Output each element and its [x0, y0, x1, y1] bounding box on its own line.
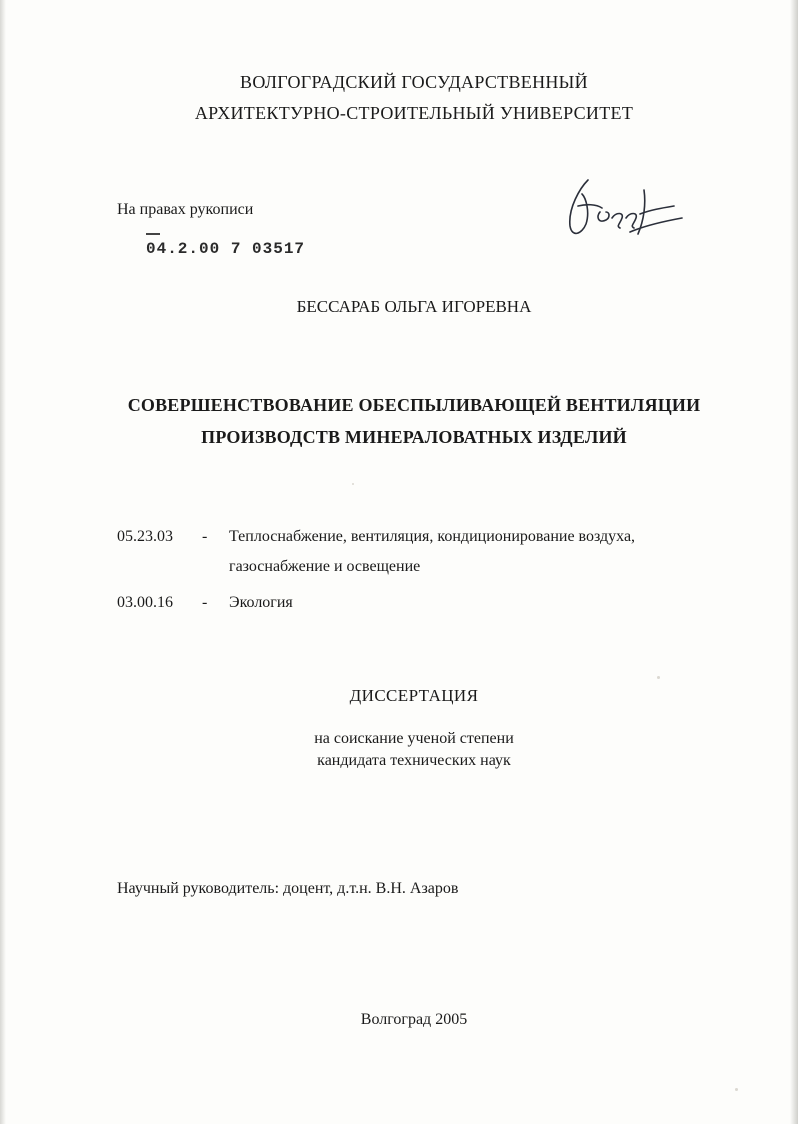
paper-speck	[657, 676, 660, 679]
city-year: Волгоград 2005	[360, 1011, 468, 1028]
specialty-dash: -	[202, 528, 208, 545]
specialty-code: 03.00.16	[117, 594, 173, 611]
dissertation-title-line-1: СОВЕРШЕНСТВОВАНИЕ ОБЕСПЫЛИВАЮЩЕЙ ВЕНТИЛЯЦИИ	[127, 395, 701, 415]
stamp-mark	[146, 233, 160, 235]
author-name: БЕССАРАБ ОЛЬГА ИГОРЕВНА	[296, 297, 532, 316]
specialty-name: Теплоснабжение, вентиляция, кондиционирование воздуха,	[229, 528, 636, 545]
signature-image	[560, 168, 690, 248]
degree-line-1: на соискание ученой степени	[314, 730, 514, 747]
document-type: ДИССЕРТАЦИЯ	[349, 686, 479, 705]
specialty-name-continued: газоснабжение и освещение	[229, 558, 421, 575]
degree-line-2: кандидата технических наук	[317, 752, 511, 769]
manuscript-rights-note: На правах рукописи	[117, 201, 254, 218]
paper-speck	[735, 1088, 738, 1091]
scientific-advisor: Научный руководитель: доцент, д.т.н. В.Н. Азаров	[117, 880, 459, 897]
university-name-line-1: ВОЛГОГРАДСКИЙ ГОСУДАРСТВЕННЫЙ	[240, 72, 588, 92]
paper-speck	[352, 483, 354, 485]
dissertation-title-line-2: ПРОИЗВОДСТВ МИНЕРАЛОВАТНЫХ ИЗДЕЛИЙ	[201, 427, 627, 447]
specialty-name: Экология	[229, 594, 293, 611]
university-name-line-2: АРХИТЕКТУРНО-СТРОИТЕЛЬНЫЙ УНИВЕРСИТЕТ	[194, 103, 634, 123]
registration-stamp: 04.2.00 7 03517	[146, 240, 306, 258]
specialty-dash: -	[202, 594, 208, 611]
specialty-code: 05.23.03	[117, 528, 173, 545]
